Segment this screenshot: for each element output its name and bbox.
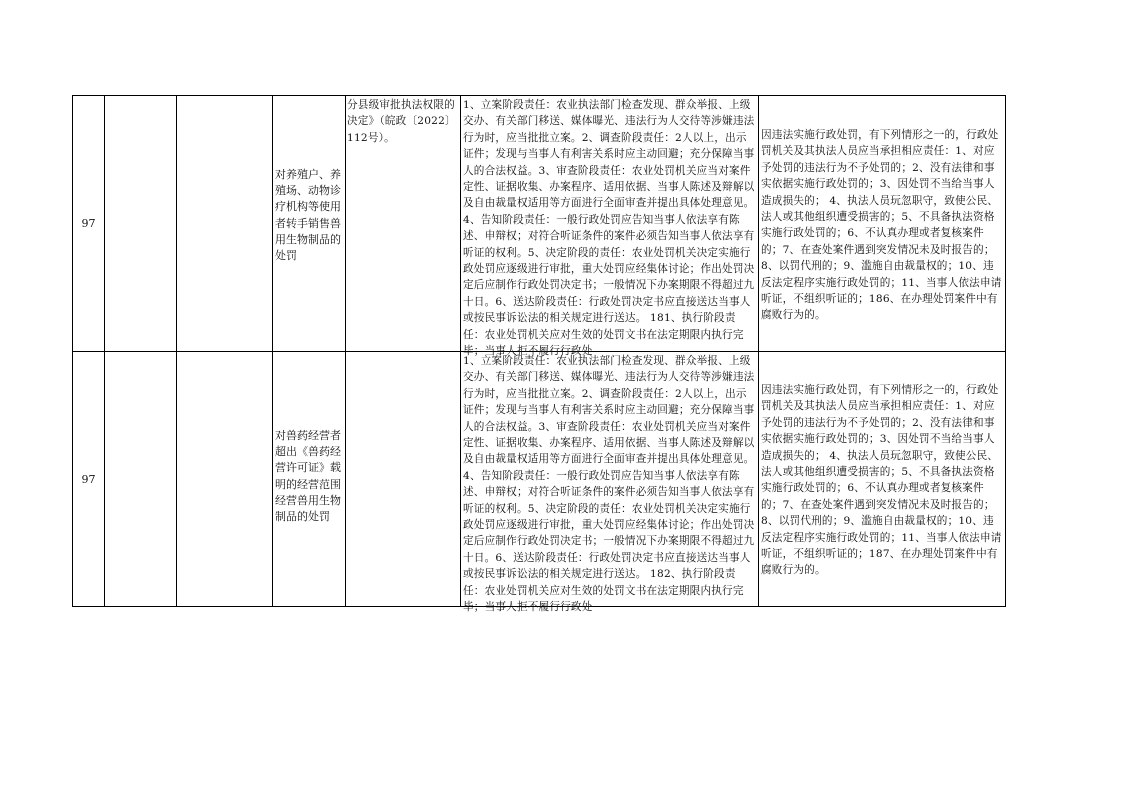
row-index-text: 97	[81, 217, 96, 230]
table-row-index	[73, 352, 104, 606]
accountability-cell	[761, 382, 1004, 602]
penalty-item-cell	[275, 167, 343, 347]
responsibility-cell	[463, 97, 756, 358]
row-index-text: 97	[81, 472, 96, 486]
table-border-top	[72, 95, 1006, 96]
responsibility-text: 1、立案阶段责任：农业执法部门检查发现、群众举报、上级交办、有关部门移送、媒体曝光、违法行为人交待等涉嫌违法行为时，应当批批立案。2、调查阶段责任：2人以上，出示证件；发现与当事人有利害关系时应主动回避；充分保障当事人的合法权益。3、审查阶段责任：农业处罚机关应当对案件定性、证据收集、办案程序、适用依据、当事人陈述及辩解以及自由裁量权适用等方面进行全面审查并提出具体处理意见。4、告知阶段责任：一般行政处罚应告知当事人依法享有陈述、申辩权；对符合听证条件的案件必须告知当事人依法享有听证的权利。5、决定阶段的责任：农业处罚机关决定实施行政处罚应逐级进行审批，重大处罚应经集体讨论；作出处罚决定后应制作行政处罚决定书；一般情况下办案期限不得超过九十日。6、送达阶段责任：行政处罚决定书应直接送达当事人或按民事诉讼法的相关规定进行送达。 181、执行阶段责任：农业处罚机关应对生效的处罚文书在法定期限内执行完毕；当事人拒不履行行政处	[463, 99, 755, 358]
col-divider	[345, 95, 346, 607]
col-divider	[104, 95, 105, 607]
col-divider	[758, 95, 759, 607]
penalty-item-cell	[275, 428, 343, 598]
legal-basis-text: 分县级审批执法权限的决定》（皖政〔2022〕112号）。	[347, 99, 456, 144]
col-divider	[1005, 95, 1006, 607]
legal-basis-cell	[347, 97, 458, 347]
penalty-item-text: 对养殖户、养殖场、动物诊疗机构等使用者转手销售兽用生物制品的处罚	[275, 168, 341, 263]
penalty-item-text: 对兽药经营者超出《兽药经营许可证》载明的经营范围经营兽用生物制品的处罚	[275, 429, 341, 524]
responsibility-text: 1、立案阶段责任：农业执法部门检查发现、群众举报、上级交办、有关部门移送、媒体曝光、违法行为人交待等涉嫌违法行为时，应当批批立案。2、调查阶段责任：2人以上，出示证件；发现与当事人有利害关系时应主动回避；充分保障当事人的合法权益。3、审查阶段责任：农业处罚机关应当对案件定性、证据收集、办案程序、适用依据、当事人陈述及辩解以及自由裁量权适用等方面进行全面审查并提出具体处理意见。4、告知阶段责任：一般行政处罚应告知当事人依法享有陈述、申辩权；对符合听证条件的案件必须告知当事人依法享有听证的权利。5、决定阶段的责任：农业处罚机关决定实施行政处罚应逐级进行审批，重大处罚应经集体讨论；作出处罚决定后应制作行政处罚决定书；一般情况下办案期限不得超过九十日。6、送达阶段责任：行政处罚决定书应直接送达当事人或按民事诉讼法的相关规定进行送达。 182、执行阶段责任：农业处罚机关应对生效的处罚文书在法定期限内执行完毕；当事人拒不履行行政处	[463, 355, 755, 614]
table-row-index	[73, 96, 104, 351]
accountability-cell	[761, 127, 1004, 347]
responsibility-cell	[463, 353, 756, 614]
col-divider	[460, 95, 461, 607]
col-divider	[176, 95, 177, 607]
accountability-text: 因违法实施行政处罚，有下列情形之一的，行政处罚机关及其执法人员应当承担相应责任：1、对应予处罚的违法行为不予处罚的；2、没有法律和事实依据实施行政处罚的；3、因处罚不当给当事人造成损失的； 4、执法人员玩忽职守，致使公民、法人或其他组织遭受损害的；5、不具备执法资格实施行政处罚的；6、不认真办理或者复核案件的；7、在查处案件遇到突发情况未及时报告的；8、以罚代刑的；9、滥施自由裁量权的；10、违反法定程序实施行政处罚的；11、当事人依法申请听证，不组织听证的；186、在办理处罚案件中有腐败行为的。	[761, 129, 1002, 322]
responsibility-table	[72, 95, 1006, 614]
col-divider	[272, 95, 273, 607]
accountability-text: 因违法实施行政处罚，有下列情形之一的，行政处罚机关及其执法人员应当承担相应责任：1、对应予处罚的违法行为不予处罚的；2、没有法律和事实依据实施行政处罚的；3、因处罚不当给当事人造成损失的； 4、执法人员玩忽职守，致使公民、法人或其他组织遭受损害的；5、不具备执法资格实施行政处罚的；6、不认真办理或者复核案件的；7、在查处案件遇到突发情况未及时报告的；8、以罚代刑的；9、滥施自由裁量权的；10、违反法定程序实施行政处罚的；11、当事人依法申请听证，不组织听证的；187、在办理处罚案件中有腐败行为的。	[761, 384, 1002, 577]
